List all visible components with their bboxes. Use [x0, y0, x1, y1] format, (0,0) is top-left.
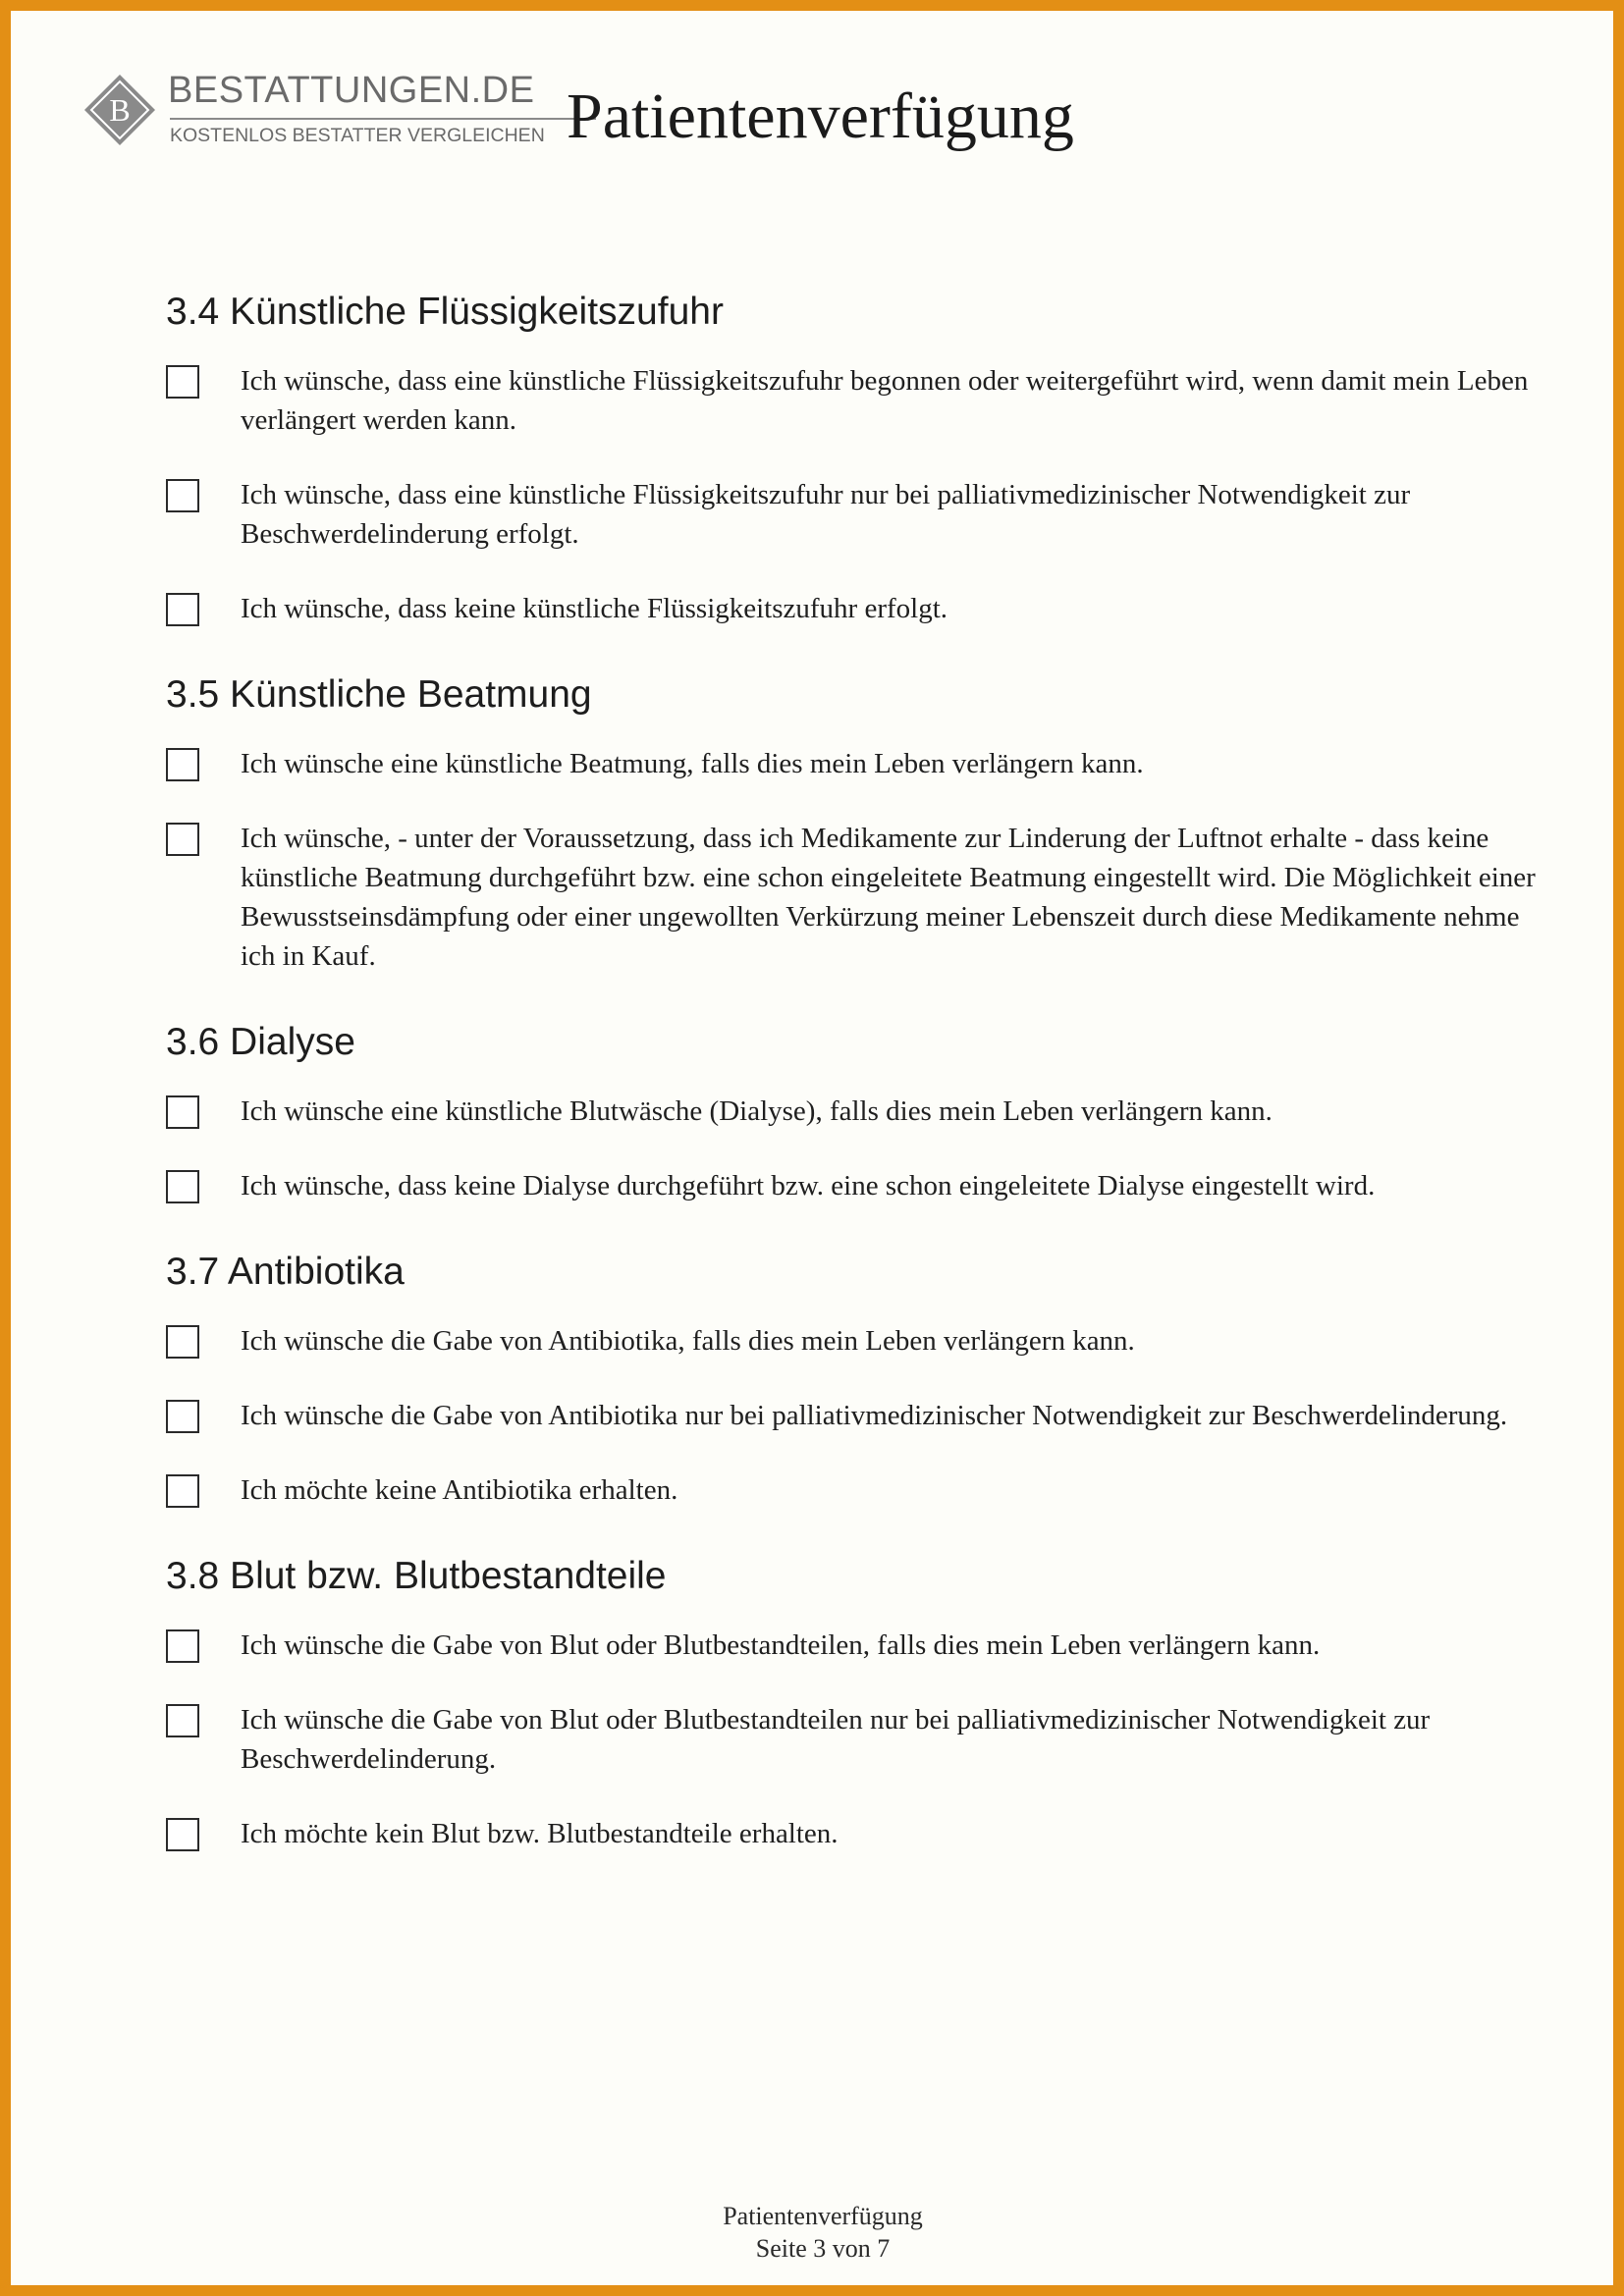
checkbox[interactable]	[166, 823, 199, 856]
option-label: Ich wünsche die Gabe von Antibiotika nur bei palliativmedizinischer Notwendigkeit zur Beschwerdelinderung.	[241, 1400, 1508, 1431]
option-label: Ich wünsche die Gabe von Blut oder Blutbestandteilen, falls dies mein Leben verlängern kann.	[241, 1629, 1321, 1661]
option-label: Ich wünsche eine künstliche Beatmung, falls dies mein Leben verlängern kann.	[241, 748, 1144, 779]
section	[166, 1555, 1541, 1853]
checkbox[interactable]	[166, 593, 199, 626]
option-label: Ich wünsche die Gabe von Antibiotika, falls dies mein Leben verlängern kann.	[241, 1325, 1135, 1357]
checkbox-option[interactable]	[166, 1166, 1541, 1205]
checkbox[interactable]	[166, 748, 199, 781]
option-label: Ich wünsche eine künstliche Blutwäsche (Dialyse), falls dies mein Leben verlängern kann.	[241, 1095, 1272, 1127]
section-title: 3.4 Künstliche Flüssigkeitszufuhr	[166, 291, 724, 333]
section	[166, 673, 1541, 976]
logo-tagline: KOSTENLOS BESTATTER VERGLEICHEN	[170, 125, 545, 146]
checkbox-option[interactable]	[166, 1396, 1541, 1435]
checkbox[interactable]	[166, 1400, 199, 1433]
document-title: Patientenverfügung	[567, 80, 1074, 152]
checkbox[interactable]	[166, 1325, 199, 1359]
checkbox-option[interactable]	[166, 475, 1541, 554]
footer-page-number: Seite 3 von 7	[755, 2234, 891, 2263]
checkbox-option[interactable]	[166, 1321, 1541, 1361]
checkbox[interactable]	[166, 1095, 199, 1129]
logo-name: BESTATTUNGEN.DE	[168, 70, 535, 111]
option-label: Ich möchte keine Antibiotika erhalten.	[241, 1474, 678, 1506]
option-label: Ich wünsche, - unter der Voraussetzung, dass ich Medikamente zur Linderung der Luftnot erhalte - dass keine künstliche Beatmung durchgeführt bzw. eine schon eingeleitete Beatmung eingestellt wird. Die Möglichkeit einer Bewusstseinsdämpfung oder einer ungewollten Verkürzung meiner Lebenszeit durch diese Medikamente nehme ich in Kauf.	[241, 823, 1536, 972]
page-footer	[11, 2200, 1624, 2265]
section-title: 3.6 Dialyse	[166, 1021, 355, 1063]
logo	[83, 70, 545, 158]
checkbox-option[interactable]	[166, 589, 1541, 628]
footer-title: Patientenverfügung	[723, 2202, 923, 2230]
checkbox[interactable]	[166, 479, 199, 512]
option-label: Ich wünsche, dass keine Dialyse durchgeführt bzw. eine schon eingeleitete Dialyse eingestellt wird.	[241, 1170, 1376, 1201]
checkbox[interactable]	[166, 1704, 199, 1737]
option-label: Ich wünsche die Gabe von Blut oder Blutbestandteilen nur bei palliativmedizinischer Notwendigkeit zur Beschwerdelinderung.	[241, 1704, 1431, 1775]
checkbox[interactable]	[166, 1629, 199, 1663]
option-label: Ich möchte kein Blut bzw. Blutbestandteile erhalten.	[241, 1818, 839, 1849]
checkbox-option[interactable]	[166, 1626, 1541, 1665]
section-title: 3.8 Blut bzw. Blutbestandteile	[166, 1555, 667, 1597]
section-title: 3.5 Künstliche Beatmung	[166, 673, 592, 716]
checkbox[interactable]	[166, 1818, 199, 1851]
checkbox[interactable]	[166, 365, 199, 399]
checkbox-option[interactable]	[166, 1700, 1541, 1779]
section	[166, 1251, 1541, 1510]
section	[166, 291, 1541, 628]
logo-diamond-icon	[83, 74, 156, 146]
checkbox-option[interactable]	[166, 1470, 1541, 1510]
option-label: Ich wünsche, dass keine künstliche Flüssigkeitszufuhr erfolgt.	[241, 593, 948, 624]
option-label: Ich wünsche, dass eine künstliche Flüssigkeitszufuhr begonnen oder weitergeführt wird, wenn damit mein Leben verlängert werden kann.	[241, 365, 1529, 436]
checkbox-option[interactable]	[166, 819, 1541, 976]
section-title: 3.7 Antibiotika	[166, 1251, 405, 1293]
checkbox-option[interactable]	[166, 1092, 1541, 1131]
checkbox-option[interactable]	[166, 744, 1541, 783]
checkbox-option[interactable]	[166, 1814, 1541, 1853]
checkbox[interactable]	[166, 1170, 199, 1203]
section	[166, 1021, 1541, 1205]
option-label: Ich wünsche, dass eine künstliche Flüssigkeitszufuhr nur bei palliativmedizinischer Notwendigkeit zur Beschwerdelinderung erfolgt.	[241, 479, 1411, 550]
checkbox-option[interactable]	[166, 361, 1541, 440]
logo-divider	[170, 118, 596, 120]
checkbox[interactable]	[166, 1474, 199, 1508]
document-body	[166, 291, 1541, 1898]
logo-letter: B	[109, 92, 131, 128]
